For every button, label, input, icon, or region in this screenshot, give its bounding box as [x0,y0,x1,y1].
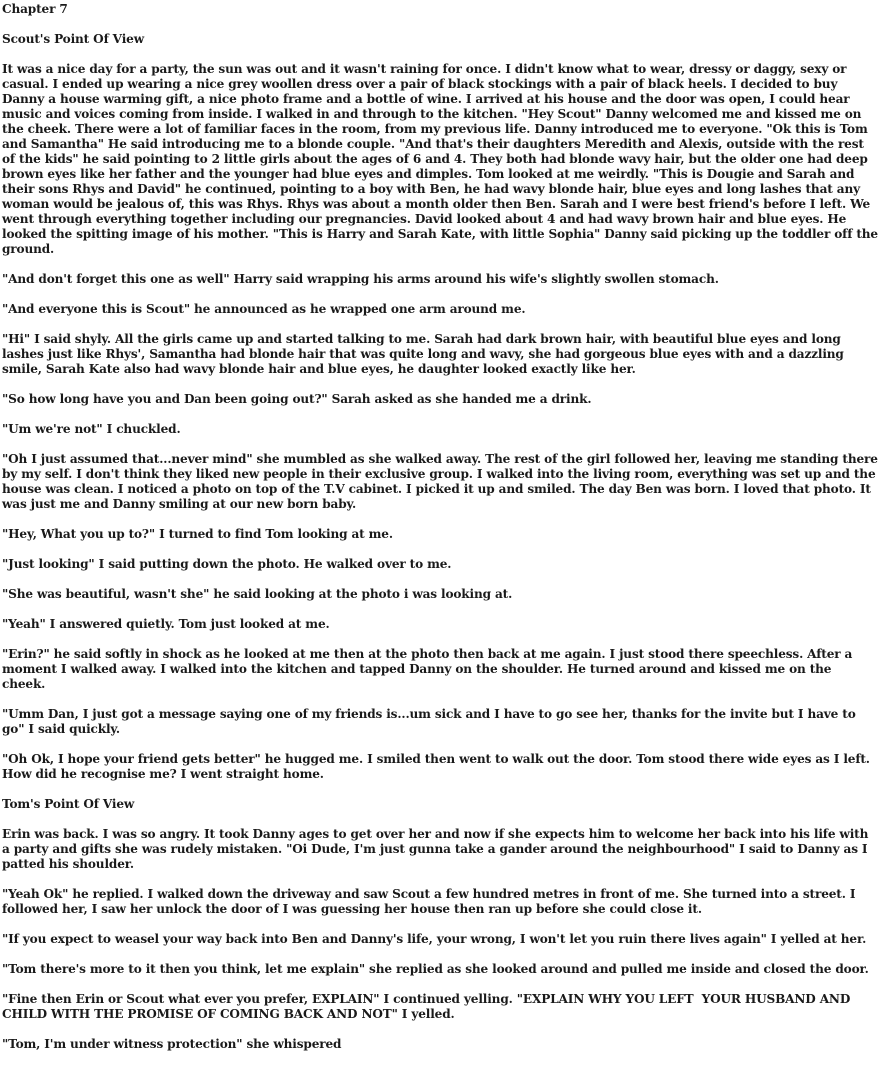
paragraph: "She was beautiful, wasn't she" he said looking at the photo i was looking at. [2,587,513,601]
paragraph: "Um we're not" I chuckled. [2,422,181,436]
paragraph: "Hi" I said shyly. All the girls came up and started talking to me. Sarah had dark brown hair, with beautiful blue eyes and long lashes just like Rhys', Samantha had blonde hair that was quite long and wavy, she had gorgeous blue eyes with and a dazzling smile, Sarah Kate also had wavy blonde hair and blue eyes, he daughter looked exactly like her. [2,332,848,376]
paragraph: "Hey, What you up to?" I turned to find Tom looking at me. [2,527,393,541]
section-heading-scout: Scout's Point Of View [2,32,144,46]
section-heading-tom: Tom's Point Of View [2,797,135,811]
paragraph: "And everyone this is Scout" he announced as he wrapped one arm around me. [2,302,526,316]
paragraph: "Umm Dan, I just got a message saying one of my friends is...um sick and I have to go see her, thanks for the invite but I have to go" I said quickly. [2,707,860,736]
paragraph: "If you expect to weasel your way back into Ben and Danny's life, your wrong, I won't let you ruin there lives again" I yelled at her. [2,932,867,946]
document-body [2,2,883,1052]
paragraph: It was a nice day for a party, the sun was out and it wasn't raining for once. I didn't know what to wear, dressy or daggy, sexy or casual. I ended up wearing a nice grey woollen dress over a pair of black stockings with a pair of black heels. I decided to buy Danny a house warming gift, a nice photo frame and a bottle of wine. I arrived at his house and the door was open, I could hear music and voices coming from inside. I walked in and through to the kitchen. "Hey Scout" Danny welcomed me and kissed me on the cheek. There were a lot of familiar faces in the room, from my previous life. Danny introduced me to everyone. "Ok this is Tom and Samantha" He said introducing me to a blonde couple. "And that's their daughters Meredith and Alexis, outside with the rest of the kids" he said pointing to 2 little girls about the ages of 6 and 4. They both had blonde wavy hair, but the older one had deep brown eyes like her father and the younger had blue eyes and dimples. Tom looked at me weirdly. "This is Dougie and Sarah and their sons Rhys and David" he continued, pointing to a boy with Ben, he had wavy blonde hair, blue eyes and long lashes that any woman would be jealous of, this was Rhys. Rhys was about a month older then Ben. Sarah and I were best friend's before I left. We went through everything together including our pregnancies. David looked about 4 and had wavy brown hair and blue eyes. He looked the spitting image of his mother. "This is Harry and Sarah Kate, with little Sophia" Danny said picking up the toddler off the ground. [2,62,883,256]
paragraph: "Oh Ok, I hope your friend gets better" he hugged me. I smiled then went to walk out the door. Tom stood there wide eyes as I left. How did he recognise me? I went straight home. [2,752,874,781]
paragraph: "Oh I just assumed that...never mind" she mumbled as she walked away. The rest of the girl followed her, leaving me standing there by my self. I don't think they liked new people in their exclusive group. I walked into the living room, everything was set up and the house was clean. I noticed a photo on top of the T.V cabinet. I picked it up and smiled. The day Ben was born. I loved that photo. It was just me and Danny smiling at our new born baby. [2,452,882,511]
paragraph: "Erin?" he said softly in shock as he looked at me then at the photo then back at me again. I just stood there speechless. After a moment I walked away. I walked into the kitchen and tapped Danny on the shoulder. He turned around and kissed me on the cheek. [2,647,857,691]
paragraph: "Fine then Erin or Scout what ever you prefer, EXPLAIN" I continued yelling. "EXPLAIN WHY YOU LEFT YOUR HUSBAND AND CHILD WITH THE PROMISE OF COMING BACK AND NOT" I yelled. [2,992,855,1021]
paragraph: "Tom there's more to it then you think, let me explain" she replied as she looked around and pulled me inside and closed the door. [2,962,869,976]
paragraph: "Just looking" I said putting down the photo. He walked over to me. [2,557,452,571]
chapter-title: Chapter 7 [2,2,68,16]
paragraph: Erin was back. I was so angry. It took Danny ages to get over her and now if she expects him to welcome her back into his life with a party and gifts she was rudely mistaken. "Oi Dude, I'm just gunna take a gander around the neighbourhood" I said to Danny as I patted his shoulder. [2,827,873,871]
paragraph: "Yeah" I answered quietly. Tom just looked at me. [2,617,330,631]
paragraph: "Tom, I'm under witness protection" she whispered [2,1037,342,1051]
paragraph: "Yeah Ok" he replied. I walked down the driveway and saw Scout a few hundred metres in front of me. She turned into a street. I followed her, I saw her unlock the door of I was guessing her house then ran up before she could close it. [2,887,860,916]
paragraph: "And don't forget this one as well" Harry said wrapping his arms around his wife's slightly swollen stomach. [2,272,719,286]
paragraph: "So how long have you and Dan been going out?" Sarah asked as she handed me a drink. [2,392,592,406]
